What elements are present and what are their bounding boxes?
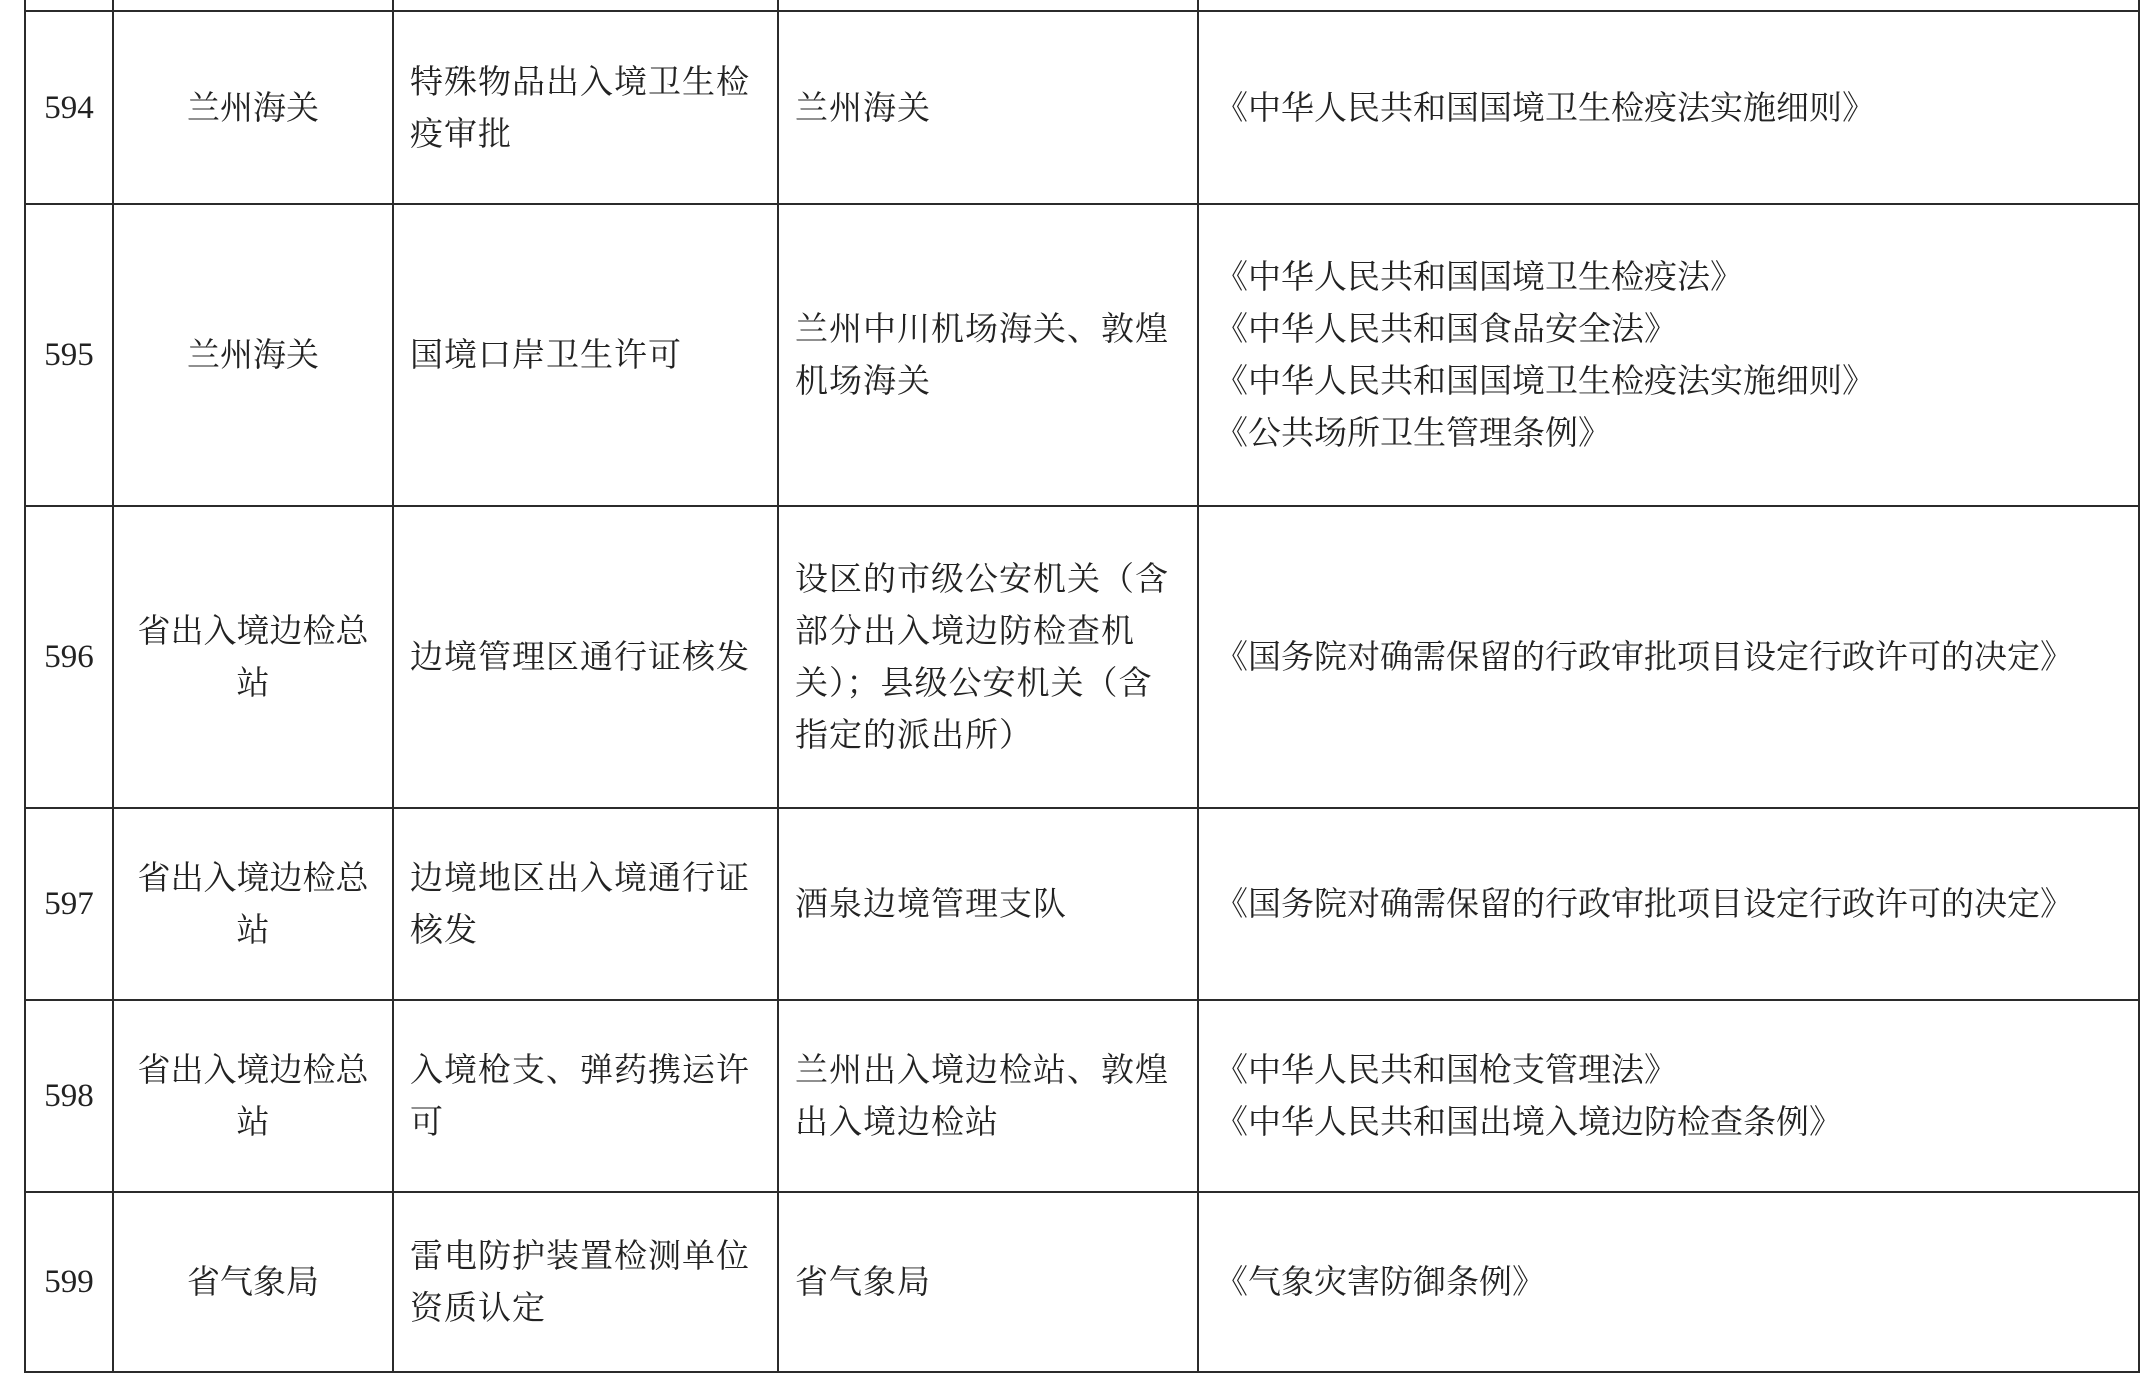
table-row [25,808,2139,1000]
legal-basis-line: 《中华人民共和国出境入境边防检查条例》 [1215,1102,1842,1141]
org-text: 兰州海关 [795,87,931,127]
legal-basis-line: 《中华人民共和国食品安全法》 [1215,309,1677,348]
implementing-org-cell [778,1000,1198,1192]
legal-basis-cell [1198,506,2139,808]
implementing-org-cell [778,808,1198,1000]
item-cell [393,11,778,204]
item-text: 边境管理区通行证核发 [410,637,750,676]
legal-basis-line: 《国务院对确需保留的行政审批项目设定行政许可的决定》 [1215,637,2073,676]
implementing-org-cell [778,11,1198,204]
table-row [25,204,2139,506]
table-row [25,11,2139,204]
table-row [25,1192,2139,1372]
implementing-org-cell [778,506,1198,808]
item-cell [393,506,778,808]
item-text: 特殊物品出入境卫生检疫审批 [410,61,750,153]
org-text: 省气象局 [795,1262,931,1301]
table-row [25,506,2139,808]
row-number: 594 [25,11,113,204]
department-cell: 省出入境边检总站 [113,506,393,808]
table-row-partial [25,0,2139,11]
legal-basis-line: 《中华人民共和国国境卫生检疫法实施细则》 [1215,361,1875,400]
row-number: 595 [25,204,113,506]
item-cell [393,1000,778,1192]
legal-basis-cell [1198,11,2139,204]
legal-basis-cell [1198,808,2139,1000]
department-cell: 兰州海关 [113,204,393,506]
row-number: 598 [25,1000,113,1192]
org-text: 兰州中川机场海关、敦煌机场海关 [795,309,1169,400]
department-cell: 省出入境边检总站 [113,1000,393,1192]
org-text: 酒泉边境管理支队 [795,884,1067,923]
legal-basis-line: 《公共场所卫生管理条例》 [1215,413,1611,452]
org-text: 兰州出入境边检站、敦煌出入境边检站 [795,1050,1169,1141]
legal-basis-cell [1198,1192,2139,1372]
item-cell [393,204,778,506]
permit-table [24,0,2140,1373]
org-text: 设区的市级公安机关（含部分出入境边防检查机关）；县级公安机关（含指定的派出所） [795,559,1169,754]
item-cell [393,808,778,1000]
item-text: 边境地区出入境通行证核发 [410,858,750,949]
item-text: 雷电防护装置检测单位资质认定 [410,1236,750,1327]
item-cell [393,1192,778,1372]
table-row [25,1000,2139,1192]
row-number: 596 [25,506,113,808]
item-text: 入境枪支、弹药携运许可 [410,1050,750,1141]
department-cell: 省出入境边检总站 [113,808,393,1000]
legal-basis-cell [1198,1000,2139,1192]
department-cell: 省气象局 [113,1192,393,1372]
legal-basis-line: 《气象灾害防御条例》 [1215,1262,1545,1301]
department-cell: 兰州海关 [113,11,393,204]
implementing-org-cell [778,204,1198,506]
legal-basis-line: 《中华人民共和国国境卫生检疫法》 [1215,257,1743,296]
legal-basis-line: 《国务院对确需保留的行政审批项目设定行政许可的决定》 [1215,884,2073,923]
row-number: 599 [25,1192,113,1372]
implementing-org-cell [778,1192,1198,1372]
row-number: 597 [25,808,113,1000]
legal-basis-cell [1198,204,2139,506]
legal-basis-line: 《中华人民共和国枪支管理法》 [1215,1050,1677,1089]
legal-basis-line: 《中华人民共和国国境卫生检疫法实施细则》 [1215,87,1875,127]
item-text: 国境口岸卫生许可 [410,335,682,374]
